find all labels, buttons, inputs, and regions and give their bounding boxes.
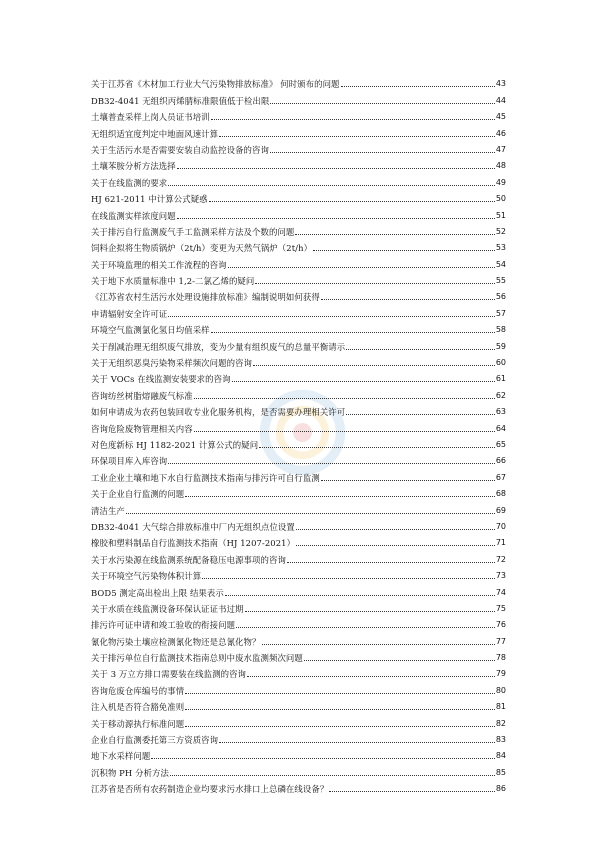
toc-dot-leader bbox=[170, 774, 495, 776]
toc-entry-page-number: 68 bbox=[495, 489, 506, 499]
toc-entry-title: 对色度新标 HJ 1182-2021 计算公式的疑问 bbox=[91, 439, 259, 450]
toc-entry-title: 沉积物 PH 分析方法 bbox=[91, 767, 169, 778]
toc-entry[interactable] bbox=[91, 466, 506, 482]
toc-entry-title: 环保项目库入库咨询 bbox=[91, 456, 168, 467]
toc-dot-leader bbox=[194, 430, 495, 432]
toc-dot-leader bbox=[168, 315, 495, 317]
toc-entry-page-number: 85 bbox=[495, 767, 506, 777]
toc-entry[interactable] bbox=[91, 89, 506, 105]
toc-entry[interactable] bbox=[91, 188, 506, 204]
toc-entry[interactable] bbox=[91, 171, 506, 187]
toc-entry-page-number: 65 bbox=[495, 439, 506, 449]
toc-entry-title: 无组织适宜度判定中地面风速计算 bbox=[91, 128, 219, 139]
toc-dot-leader bbox=[313, 249, 495, 251]
toc-dot-leader bbox=[219, 135, 495, 137]
toc-entry[interactable] bbox=[91, 106, 506, 122]
toc-entry[interactable] bbox=[91, 548, 506, 564]
toc-entry-title: 咨询危险废物管理相关内容 bbox=[91, 423, 193, 434]
toc-dot-leader bbox=[185, 725, 495, 727]
toc-entry-page-number: 80 bbox=[495, 685, 506, 695]
toc-entry-title: 关于环境空气污染物体积计算 bbox=[91, 571, 202, 582]
toc-dot-leader bbox=[346, 413, 495, 415]
toc-dot-leader bbox=[211, 331, 495, 333]
toc-entry-page-number: 82 bbox=[495, 718, 506, 728]
toc-entry-title: 土壤苯胺分析方法选择 bbox=[91, 161, 176, 172]
toc-entry-title: 关于排污自行监测废气手工监测采样方法及个数的问题 bbox=[91, 226, 295, 237]
toc-entry[interactable] bbox=[91, 204, 506, 220]
toc-entry[interactable] bbox=[91, 745, 506, 761]
toc-entry-page-number: 62 bbox=[495, 390, 506, 400]
toc-entry[interactable] bbox=[91, 286, 506, 302]
toc-entry-page-number: 44 bbox=[495, 95, 506, 105]
toc-entry-title: 关于在线监测的要求 bbox=[91, 177, 168, 188]
toc-entry[interactable] bbox=[91, 122, 506, 138]
toc-entry-page-number: 58 bbox=[495, 325, 506, 335]
toc-entry-title: 关于江苏省《木材加工行业大气污染物排放标准》 何时颁布的问题 bbox=[91, 79, 340, 90]
toc-entry[interactable] bbox=[91, 73, 506, 89]
toc-entry-page-number: 56 bbox=[495, 292, 506, 302]
toc-dot-leader bbox=[228, 266, 495, 268]
toc-entry[interactable] bbox=[91, 450, 506, 466]
toc-dot-leader bbox=[253, 364, 495, 366]
toc-entry-title: 关于 VOCs 在线监测安装要求的咨询 bbox=[91, 374, 231, 385]
toc-dot-leader bbox=[177, 217, 495, 219]
toc-entry-page-number: 59 bbox=[495, 341, 506, 351]
toc-dot-leader bbox=[295, 233, 494, 235]
toc-entry-title: HJ 621-2011 中计算公式疑惑 bbox=[91, 194, 208, 205]
toc-entry[interactable] bbox=[91, 729, 506, 745]
toc-dot-leader bbox=[245, 610, 495, 612]
toc-dot-leader bbox=[185, 708, 495, 710]
toc-entry-page-number: 70 bbox=[495, 521, 506, 531]
toc-entry[interactable] bbox=[91, 221, 506, 237]
toc-entry-page-number: 52 bbox=[495, 226, 506, 236]
toc-entry-page-number: 53 bbox=[495, 243, 506, 253]
toc-entry-page-number: 72 bbox=[495, 554, 506, 564]
toc-entry-page-number: 67 bbox=[495, 472, 506, 482]
toc-entry-page-number: 76 bbox=[495, 620, 506, 630]
toc-entry-title: 饲料企拟将生物质锅炉（2t/h）变更为天然气锅炉（2t/h） bbox=[91, 243, 313, 254]
toc-dot-leader bbox=[270, 151, 495, 153]
toc-entry[interactable] bbox=[91, 778, 506, 794]
toc-entry[interactable] bbox=[91, 581, 506, 597]
toc-entry-title: 关于水污染源在线监测系统配备稳压电源事项的咨询 bbox=[91, 554, 286, 565]
toc-entry-page-number: 69 bbox=[495, 505, 506, 515]
toc-entry[interactable] bbox=[91, 532, 506, 548]
toc-entry[interactable] bbox=[91, 647, 506, 663]
toc-dot-leader bbox=[209, 200, 495, 202]
toc-entry[interactable] bbox=[91, 155, 506, 171]
toc-entry-title: 关于企业自行监测的问题 bbox=[91, 489, 185, 500]
toc-entry-page-number: 74 bbox=[495, 587, 506, 597]
toc-entry-title: 咨询危废仓库编号的事情 bbox=[91, 685, 185, 696]
toc-dot-leader bbox=[296, 544, 495, 546]
toc-dot-leader bbox=[255, 282, 494, 284]
toc-entry-title: 注入机是否符合豁免准则 bbox=[91, 702, 185, 713]
toc-dot-leader bbox=[185, 495, 495, 497]
toc-entry-title: 关于生活污水是否需要安装自动监控设备的咨询 bbox=[91, 144, 269, 155]
toc-entry[interactable] bbox=[91, 663, 506, 679]
toc-dot-leader bbox=[259, 446, 495, 448]
toc-entry-title: 工业企业土壤和地下水自行监测技术指南与排污许可自行监测 bbox=[91, 472, 320, 483]
toc-dot-leader bbox=[126, 512, 495, 514]
toc-entry-title: 关于削减治理无组织废气排放，变为少量有组织废气的总量平衡请示 bbox=[91, 341, 346, 352]
toc-entry[interactable] bbox=[91, 712, 506, 728]
toc-entry[interactable] bbox=[91, 679, 506, 695]
toc-entry-page-number: 46 bbox=[495, 128, 506, 138]
toc-entry[interactable] bbox=[91, 614, 506, 630]
toc-entry-page-number: 50 bbox=[495, 194, 506, 204]
toc-entry-title: 关于移动源执行标准问题 bbox=[91, 718, 185, 729]
toc-entry-page-number: 48 bbox=[495, 161, 506, 171]
toc-dot-leader bbox=[321, 298, 495, 300]
toc-entry-title: 咨询纺丝树脂熔融废气标准 bbox=[91, 390, 193, 401]
toc-entry[interactable] bbox=[91, 761, 506, 777]
toc-entry[interactable] bbox=[91, 384, 506, 400]
toc-entry-page-number: 45 bbox=[495, 112, 506, 122]
toc-dot-leader bbox=[211, 118, 495, 120]
toc-entry[interactable] bbox=[91, 302, 506, 318]
toc-entry-title: BOD5 测定高出检出上限 结果表示 bbox=[91, 587, 224, 598]
toc-entry-page-number: 77 bbox=[495, 636, 506, 646]
toc-entry-page-number: 47 bbox=[495, 144, 506, 154]
toc-entry-page-number: 71 bbox=[495, 538, 506, 548]
toc-entry-title: 《江苏省农村生活污水处理设施排放标准》编制说明如何获得 bbox=[91, 292, 320, 303]
table-of-contents bbox=[91, 73, 506, 794]
toc-entry-page-number: 64 bbox=[495, 423, 506, 433]
toc-entry-title: 在线监测实样浓度问题 bbox=[91, 210, 176, 221]
toc-dot-leader bbox=[202, 577, 495, 579]
toc-entry-title: 关于环境监理的相关工作流程的咨询 bbox=[91, 259, 227, 270]
toc-entry[interactable] bbox=[91, 565, 506, 581]
toc-entry-page-number: 79 bbox=[495, 669, 506, 679]
toc-dot-leader bbox=[219, 741, 495, 743]
toc-entry[interactable] bbox=[91, 598, 506, 614]
toc-entry-title: 地下水采样问题 bbox=[91, 751, 151, 762]
toc-entry-page-number: 63 bbox=[495, 407, 506, 417]
toc-dot-leader bbox=[236, 626, 495, 628]
toc-entry[interactable] bbox=[91, 417, 506, 433]
toc-entry-page-number: 83 bbox=[495, 735, 506, 745]
toc-dot-leader bbox=[247, 675, 495, 677]
toc-dot-leader bbox=[232, 380, 495, 382]
toc-entry-page-number: 60 bbox=[495, 358, 506, 368]
toc-entry-page-number: 57 bbox=[495, 308, 506, 318]
toc-entry-title: 江苏省是否所有农药制造企业均要求污水排口上总磷在线设备？ bbox=[91, 784, 329, 795]
toc-entry[interactable] bbox=[91, 696, 506, 712]
toc-entry-page-number: 55 bbox=[495, 276, 506, 286]
toc-dot-leader bbox=[346, 348, 495, 350]
toc-entry[interactable] bbox=[91, 319, 506, 335]
toc-entry-page-number: 78 bbox=[495, 653, 506, 663]
toc-entry[interactable] bbox=[91, 483, 506, 499]
toc-dot-leader bbox=[168, 184, 495, 186]
toc-dot-leader bbox=[296, 528, 495, 530]
toc-entry-title: DB32-4041 大气综合排放标准中厂内无组织点位设置 bbox=[91, 521, 295, 532]
toc-entry[interactable] bbox=[91, 516, 506, 532]
toc-entry-page-number: 73 bbox=[495, 571, 506, 581]
toc-entry-title: 关于水质在线监测设备环保认证证书过期 bbox=[91, 603, 244, 614]
toc-entry-title: 氰化物污染土壤应检测氰化物还是总氰化物？ bbox=[91, 636, 261, 647]
toc-entry[interactable] bbox=[91, 237, 506, 253]
toc-dot-leader bbox=[287, 561, 495, 563]
toc-entry-title: 橡胶和塑料制品自行监测技术指南（HJ 1207-2021） bbox=[91, 538, 296, 549]
toc-entry-title: 关于排污单位自行监测技术指南总则中废水监测频次问题 bbox=[91, 653, 303, 664]
toc-entry[interactable] bbox=[91, 630, 506, 646]
toc-entry-title: 关于 3 万立方排口需要装在线监测的咨询 bbox=[91, 669, 247, 680]
toc-entry-title: 企业自行监测委托第三方资质咨询 bbox=[91, 735, 219, 746]
toc-dot-leader bbox=[225, 594, 495, 596]
toc-dot-leader bbox=[151, 757, 494, 759]
toc-dot-leader bbox=[341, 85, 495, 87]
toc-entry-page-number: 43 bbox=[495, 79, 506, 89]
toc-entry-page-number: 66 bbox=[495, 456, 506, 466]
toc-entry-title: 申请辐射安全许可证 bbox=[91, 308, 168, 319]
toc-entry-title: 关于地下水质量标准中 1,2-二氯乙烯的疑问 bbox=[91, 276, 255, 287]
toc-entry-page-number: 49 bbox=[495, 177, 506, 187]
toc-dot-leader bbox=[270, 102, 494, 104]
toc-entry[interactable] bbox=[91, 352, 506, 368]
toc-entry[interactable] bbox=[91, 335, 506, 351]
toc-entry-title: DB32-4041 无组织丙烯腈标准限值低于检出限 bbox=[91, 95, 270, 106]
toc-dot-leader bbox=[262, 643, 495, 645]
toc-dot-leader bbox=[185, 692, 495, 694]
toc-entry[interactable] bbox=[91, 139, 506, 155]
toc-entry-title: 如何申请成为农药包装回收专业化服务机构，是否需要办理相关许可 bbox=[91, 407, 346, 418]
toc-dot-leader bbox=[329, 790, 495, 792]
toc-dot-leader bbox=[168, 462, 495, 464]
toc-entry[interactable] bbox=[91, 434, 506, 450]
toc-entry[interactable] bbox=[91, 368, 506, 384]
toc-entry[interactable] bbox=[91, 270, 506, 286]
toc-entry[interactable] bbox=[91, 253, 506, 269]
toc-entry-title: 关于无组织恶臭污染物采样频次问题的咨询 bbox=[91, 358, 253, 369]
toc-entry-page-number: 84 bbox=[495, 751, 506, 761]
toc-entry-page-number: 54 bbox=[495, 259, 506, 269]
toc-dot-leader bbox=[177, 167, 495, 169]
toc-dot-leader bbox=[321, 479, 495, 481]
toc-entry-title: 环境空气监测氯化氢日均值采样 bbox=[91, 325, 210, 336]
toc-entry-title: 土壤普查采样上岗人员证书培训 bbox=[91, 112, 210, 123]
toc-entry-page-number: 86 bbox=[495, 784, 506, 794]
toc-entry[interactable] bbox=[91, 499, 506, 515]
toc-entry-page-number: 51 bbox=[495, 210, 506, 220]
toc-entry-title: 排污许可证申请和竣工验收的衔接问题 bbox=[91, 620, 236, 631]
toc-entry-page-number: 75 bbox=[495, 603, 506, 613]
toc-entry-title: 清洁生产 bbox=[91, 505, 125, 516]
toc-entry[interactable] bbox=[91, 401, 506, 417]
toc-entry-page-number: 81 bbox=[495, 702, 506, 712]
toc-dot-leader bbox=[304, 659, 495, 661]
toc-dot-leader bbox=[194, 397, 495, 399]
toc-entry-page-number: 61 bbox=[495, 374, 506, 384]
